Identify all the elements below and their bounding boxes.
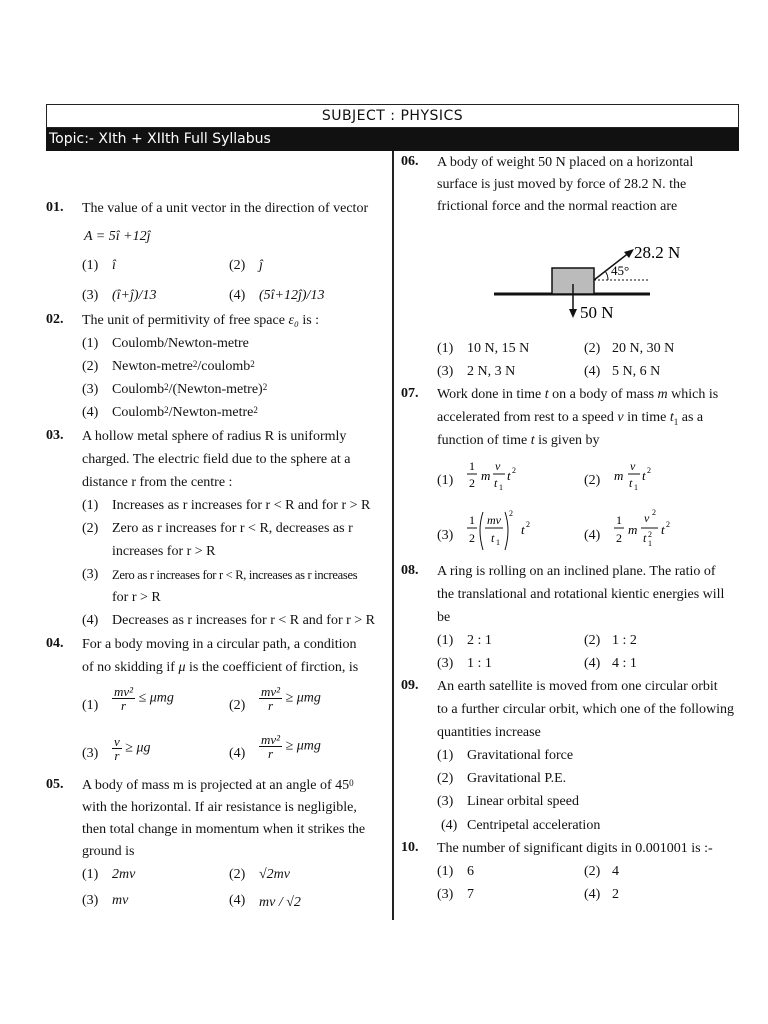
question-text: For a body moving in a circular path, a condition: [82, 637, 357, 652]
svg-text:1: 1: [469, 459, 475, 473]
question-number: 08.: [401, 563, 419, 578]
option-1: [465, 456, 545, 500]
option-4: [612, 506, 702, 556]
option-number: (1): [437, 341, 454, 356]
option-3: 7: [467, 887, 474, 902]
question-number: 09.: [401, 678, 419, 693]
svg-text:2: 2: [512, 466, 516, 475]
svg-text:1: 1: [469, 513, 475, 527]
vector-expression: A = 5î +12ĵ: [84, 229, 151, 244]
question-number: 03.: [46, 428, 64, 443]
option-number: (3): [437, 887, 454, 902]
option-4: 5 N, 6 N: [612, 364, 661, 379]
svg-text:1: 1: [634, 483, 638, 492]
option-number: (2): [437, 771, 454, 786]
svg-text:2: 2: [616, 531, 622, 545]
option-number: (3): [82, 288, 99, 303]
question-text: Work done in time t on a body of mass m which is: [437, 387, 719, 402]
angle-label: 45°: [611, 263, 630, 278]
svg-text:t: t: [661, 522, 665, 537]
question-text: A body of weight 50 N placed on a horizontal: [437, 155, 694, 170]
option-number: (1): [82, 336, 99, 351]
option-number: (4): [441, 818, 458, 833]
question-text: The unit of permitivity of free space ε₀ is :: [82, 313, 320, 328]
option-number: (2): [82, 359, 99, 374]
option-3: Linear orbital speed: [467, 794, 579, 809]
svg-text:2: 2: [469, 531, 475, 545]
option-number: (4): [82, 613, 99, 628]
option-number: (3): [437, 364, 454, 379]
option-2: ĵ: [259, 258, 263, 273]
svg-text:t: t: [494, 476, 498, 490]
option-3: [465, 506, 555, 556]
question-text: the translational and rotational kientic energies will: [437, 587, 725, 602]
topic-header: [46, 128, 739, 151]
option-number: (3): [82, 382, 99, 397]
option-1: Coulomb/Newton-metre: [112, 336, 249, 351]
option-number: (3): [82, 893, 99, 908]
question-number: 02.: [46, 312, 64, 327]
option-number: (2): [229, 258, 246, 273]
option-2: $\frac{\text{mv²}}{r}$ ≥ μmg: [261, 684, 321, 713]
svg-text:mv: mv: [487, 513, 501, 527]
svg-text:t: t: [507, 468, 511, 483]
option-number: (2): [82, 521, 99, 536]
option-number: (1): [437, 473, 454, 488]
option-number: (3): [437, 656, 454, 671]
svg-text:t: t: [629, 476, 633, 490]
svg-text:m: m: [481, 468, 491, 483]
option-number: (4): [584, 528, 601, 543]
question-number: 04.: [46, 636, 64, 651]
svg-text:2: 2: [526, 520, 530, 529]
svg-text:2: 2: [647, 466, 651, 475]
option-number: (2): [584, 864, 601, 879]
option-4: $\frac{\text{mv²}}{r}$ ≥ μmg: [261, 732, 321, 761]
svg-text:v: v: [630, 459, 636, 473]
option-number: (1): [82, 867, 99, 882]
question-text: A body of mass m is projected at an angle of $45^0$: [82, 778, 354, 793]
option-4: 4 : 1: [612, 656, 637, 671]
option-number: (3): [82, 567, 99, 582]
option-1: Gravitational force: [467, 748, 574, 763]
question-text: quantities increase: [437, 725, 541, 740]
option-number: (3): [437, 794, 454, 809]
svg-text:v: v: [644, 511, 650, 525]
svg-text:2: 2: [648, 530, 652, 539]
weight-arrowhead: [569, 309, 577, 318]
option-number: (4): [229, 893, 246, 908]
option-2: Gravitational P.E.: [467, 771, 567, 786]
question-text: to a further circular orbit, which one of the following: [437, 702, 735, 717]
option-3: Zero as r increases for r < R, increases as r increases: [112, 568, 358, 582]
question-text: A hollow metal sphere of radius R is uniformly: [82, 429, 347, 444]
question-text: function of time t is given by: [437, 433, 600, 448]
option-3: (î+ĵ)/13: [112, 288, 157, 303]
question-number: 01.: [46, 200, 64, 215]
question-text: surface is just moved by force of 28.2 N. the: [437, 177, 687, 192]
svg-text:t: t: [491, 531, 495, 545]
option-4: Decreases as r increases for r < R and for r > R: [112, 613, 376, 628]
svg-text:t: t: [643, 531, 647, 545]
epsilon-symbol: ε₀: [288, 313, 299, 328]
question-text: of no skidding if μ is the coefficient of firction, is: [82, 660, 359, 675]
option-3: Coulomb$^2$/(Newton-metre)$^2$: [112, 382, 268, 397]
subject-title: SUBJECT : PHYSICS: [321, 108, 464, 124]
svg-text:2: 2: [469, 476, 475, 490]
force-arrowhead: [624, 249, 634, 258]
svg-text:t: t: [642, 468, 646, 483]
option-number: (4): [584, 656, 601, 671]
option-4: 2: [612, 887, 619, 902]
option-number: (4): [229, 746, 246, 761]
option-number: (3): [82, 746, 99, 761]
question-text: The number of significant digits in 0.001001 is :-: [437, 841, 713, 856]
option-1: 2mv: [112, 867, 136, 882]
option-4: Coulomb$^2$/Newton-metre$^2$: [112, 405, 258, 420]
svg-text:1: 1: [499, 483, 503, 492]
column-divider: [392, 151, 394, 920]
option-3: mv: [112, 893, 129, 908]
question-text: distance r from the centre :: [82, 475, 233, 490]
subject-header: [46, 104, 739, 128]
option-2-cont: increases for r > R: [112, 544, 216, 559]
option-3: $\frac{v}{r}$ ≥ μg: [114, 734, 151, 763]
question-text: charged. The electric field due to the sphere at a: [82, 452, 351, 467]
weight-label: 50 N: [580, 303, 614, 322]
mu-symbol: μ: [178, 660, 186, 675]
option-3-cont: for r > R: [112, 590, 161, 605]
question-number: 05.: [46, 777, 64, 792]
option-number: (2): [584, 473, 601, 488]
option-number: (1): [82, 498, 99, 513]
option-number: (4): [82, 405, 99, 420]
option-4: Centripetal acceleration: [467, 818, 601, 833]
svg-text:1: 1: [496, 538, 500, 547]
option-1: $\frac{\text{mv²}}{r}$ ≤ μmg: [114, 684, 174, 713]
svg-text:2: 2: [666, 520, 670, 529]
svg-text:v: v: [495, 459, 501, 473]
svg-text:m: m: [614, 468, 624, 483]
force-label: 28.2 N: [634, 243, 681, 262]
option-number: (2): [229, 867, 246, 882]
svg-text:2: 2: [652, 508, 656, 517]
option-4: mv / √2: [259, 895, 301, 910]
question-text: A ring is rolling on an inclined plane. The ratio of: [437, 564, 716, 579]
question-text: frictional force and the normal reaction are: [437, 199, 678, 214]
topic-title: Topic:- XIth + XIIth Full Syllabus: [49, 131, 271, 147]
option-3: 1 : 1: [467, 656, 492, 671]
question-text: An earth satellite is moved from one circular orbit: [437, 679, 718, 694]
option-number: (1): [437, 748, 454, 763]
option-number: (2): [229, 698, 246, 713]
question-text: with the horizontal. If air resistance is negligible,: [82, 800, 357, 815]
option-2: √2mv: [259, 867, 291, 882]
question-number: 06.: [401, 154, 419, 169]
option-2: [612, 456, 672, 500]
option-number: (2): [584, 341, 601, 356]
question-number: 10.: [401, 840, 419, 855]
svg-text:2: 2: [509, 509, 513, 518]
svg-text:1: 1: [616, 513, 622, 527]
option-1: î: [112, 258, 116, 273]
svg-text:m: m: [628, 522, 638, 537]
svg-text:t: t: [521, 522, 525, 537]
option-number: (1): [82, 698, 99, 713]
option-number: (1): [82, 258, 99, 273]
option-2: Zero as r increases for r < R, decreases as r: [112, 521, 353, 536]
option-3: 2 N, 3 N: [467, 364, 516, 379]
option-1: 6: [467, 864, 474, 879]
option-number: (2): [584, 633, 601, 648]
option-2: 20 N, 30 N: [612, 341, 675, 356]
option-number: (4): [229, 288, 246, 303]
option-number: (1): [437, 864, 454, 879]
svg-text:1: 1: [648, 539, 652, 548]
option-1: 10 N, 15 N: [467, 341, 530, 356]
question-text: then total change in momentum when it strikes the: [82, 822, 366, 837]
option-4: (5î+12ĵ)/13: [259, 288, 325, 303]
option-number: (4): [584, 887, 601, 902]
option-number: (3): [437, 528, 454, 543]
question-text: be: [437, 610, 451, 625]
force-diagram: [490, 238, 700, 328]
question-text: ground is: [82, 844, 135, 859]
question-text: The value of a unit vector in the direction of vector: [82, 201, 369, 216]
option-number: (4): [584, 364, 601, 379]
question-text: accelerated from rest to a speed v in time $t_1$ as a: [437, 410, 704, 427]
option-number: (1): [437, 633, 454, 648]
option-2: 1 : 2: [612, 633, 637, 648]
option-1: 2 : 1: [467, 633, 492, 648]
question-number: 07.: [401, 386, 419, 401]
option-2: 4: [612, 864, 619, 879]
option-1: Increases as r increases for r < R and for r > R: [112, 498, 371, 513]
option-2: Newton-metre$^2$/coulomb$^2$: [112, 359, 255, 374]
